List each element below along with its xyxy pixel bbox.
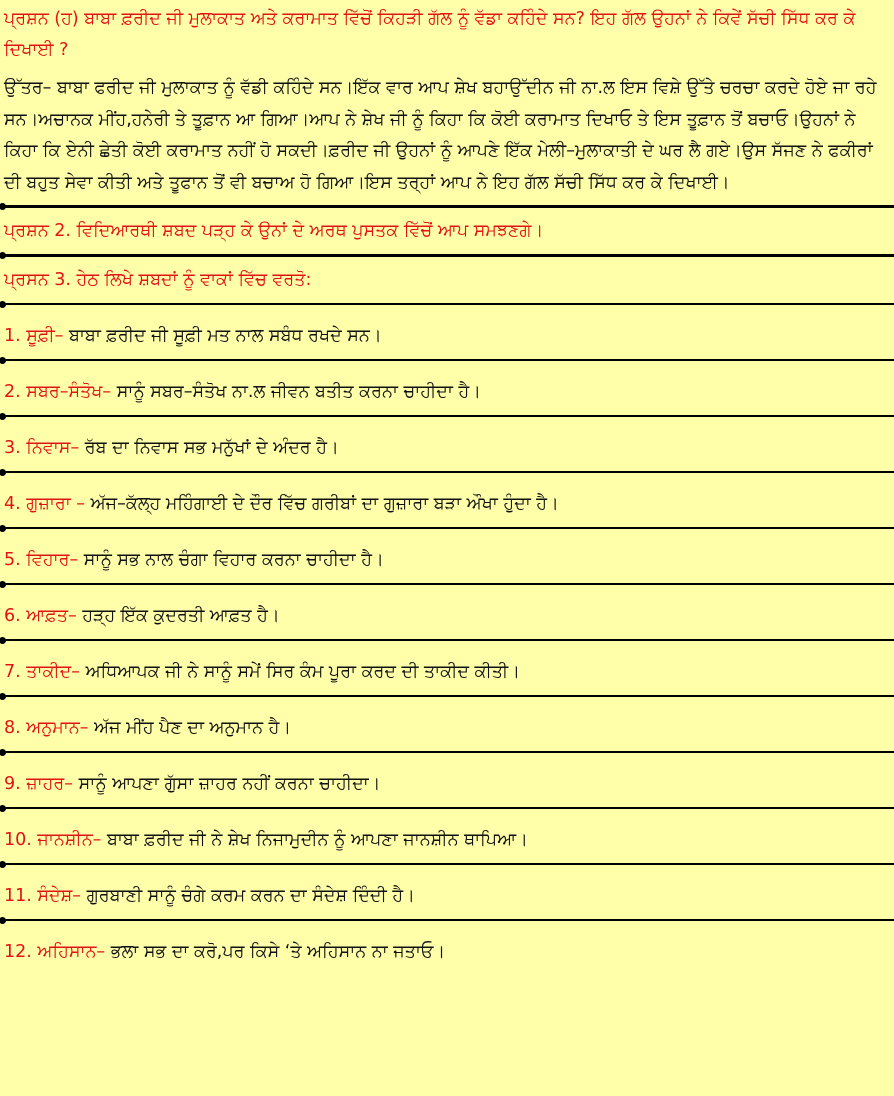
item-sentence: ਰੱਬ ਦਾ ਨਿਵਾਸ ਸਭ ਮਨੁੱਖਾਂ ਦੇ ਅੰਦਰ ਹੈ। [79, 438, 339, 459]
item-sentence: ਗੁਰਬਾਣੀ ਸਾਨੂੰ ਚੰਗੇ ਕਰਮ ਕਰਨ ਦਾ ਸੰਦੇਸ਼ ਦਿੰਦੀ ਹੈ। [81, 886, 415, 907]
item-term: ਅਨੁਮਾਨ– [26, 718, 89, 739]
item-number: 10. [4, 830, 38, 851]
item-number: 6. [4, 606, 27, 627]
list-item [0, 379, 894, 405]
item-divider [0, 639, 894, 641]
item-sentence: ਅੱਜ–ਕੱਲ੍ਹ ਮਹਿੰਗਾਈ ਦੇ ਦੌਰ ਵਿੱਚ ਗਰੀਬਾਂ ਦਾ ਗੁਜ਼ਾਰਾ ਬੜਾ ਔਖਾ ਹੁੰਦਾ ਹੈ। [85, 494, 559, 515]
question-h: ਪ੍ਰਸ਼ਨ (ਹ) ਬਾਬਾ ਫ਼ਰੀਦ ਜੀ ਮੁਲਾਕਾਤ ਅਤੇ ਕਰਾਮਾਤ ਵਿੱਚੋਂ ਕਿਹੜੀ ਗੱਲ ਨੂੰ ਵੱਡਾ ਕਹਿੰਦੇ ਸਨ? ਇਹ ਗੱਲ ਉਹਨਾਂ ਨੇ ਕਿਵੇਂ ਸੱਚੀ ਸਿੱਧ ਕਰ ਕੇ ਦਿਖਾਈ ? [4, 9, 856, 60]
item-number: 4. [4, 494, 27, 515]
item-number: 5. [4, 550, 27, 571]
answer-text: ਬਾਬਾ ਫਰੀਦ ਜੀ ਮੁਲਾਕਾਤ ਨੂੰ ਵੱਡੀ ਕਹਿੰਦੇ ਸਨ।ਇੱਕ ਵਾਰ ਆਪ ਸ਼ੇਖ ਬਹਾਉੱਦੀਨ ਜੀ ਨਾ.ਲ ਇਸ ਵਿਸ਼ੇ ਉੱਤੇ ਚਰਚਾ ਕਰਦੇ ਹੋਏ ਜਾ ਰਹੇ ਸਨ।ਅਚਾਨਕ ਮੀਂਹ,ਹਨੇਰੀ ਤੇ ਤੂਫ਼ਾਨ ਆ ਗਿਆ।ਆਪ ਨੇ ਸ਼ੇਖ ਜੀ ਨੂੰ ਕਿਹਾ ਕਿ ਕੋਈ ਕਰਾਮਾਤ ਦਿਖਾਓ ਤੇ ਇਸ ਤੂਫ਼ਾਨ ਤੋਂ ਬਚਾਓ।ਉਹਨਾਂ ਨੇ ਕਿਹਾ ਕਿ ਏਨੀ ਛੇਤੀ ਕੋਈ ਕਰਾਮਾਤ ਨਹੀਂ ਹੋ ਸਕਦੀ।ਫ਼ਰੀਦ ਜੀ ਉਹਨਾਂ ਨੂੰ ਆਪਣੇ ਇੱਕ ਮੇਲੀ–ਮੁਲਾਕਾਤੀ ਦੇ ਘਰ ਲੈ ਗਏ।ਉਸ ਸੱਜਣ ਨੇ ਫਕੀਰਾਂ ਦੀ ਬਹੁਤ ਸੇਵਾ ਕੀਤੀ ਅਤੇ ਤੂਫਾਨ ਤੋਂ ਵੀ ਬਚਾਅ ਹੋ ਗਿਆ।ਇਸ ਤਰ੍ਹਾਂ ਆਪ ਨੇ ਇਹ ਗੱਲ ਸੱਚੀ ਸਿੱਧ ਕਰ ਕੇ ਦਿਖਾਈ। [4, 78, 877, 193]
list-item [0, 883, 894, 909]
item-sentence: ਸਾਨੂੰ ਸਬਰ–ਸੰਤੋਖ ਨਾ.ਲ ਜੀਵਨ ਬਤੀਤ ਕਰਨਾ ਚਾਹੀਦਾ ਹੈ। [111, 382, 481, 403]
item-term: ਵਿਹਾਰ– [26, 550, 79, 571]
item-number: 7. [4, 662, 27, 683]
item-term: ਅਹਿਸਾਨ– [37, 942, 106, 963]
list-item [0, 435, 894, 461]
list-item [0, 939, 894, 965]
item-number: 2. [4, 382, 27, 403]
item-term: ਸਬਰ–ਸੰਤੋਖ– [26, 382, 112, 403]
section-divider [0, 254, 894, 257]
item-term: ਆਫ਼ਤ– [26, 606, 77, 627]
section-divider [0, 205, 894, 208]
item-number: 12. [4, 942, 38, 963]
item-number: 9. [4, 774, 27, 795]
item-divider [0, 695, 894, 697]
item-divider [0, 807, 894, 809]
list-item [0, 491, 894, 517]
item-sentence: ਅਧਿਆਪਕ ਜੀ ਨੇ ਸਾਨੂੰ ਸਮੇਂ ਸਿਰ ਕੰਮ ਪੂਰਾ ਕਰਦ ਦੀ ਤਾਕੀਦ ਕੀਤੀ। [80, 662, 520, 683]
list-item [0, 659, 894, 685]
item-sentence: ਬਾਬਾ ਫ਼ਰੀਦ ਜੀ ਨੇ ਸ਼ੇਖ ਨਿਜਾਮੁਦੀਨ ਨੂੰ ਆਪਣਾ ਜਾਨਸ਼ੀਨ ਥਾਪਿਆ। [101, 830, 528, 851]
word-usage-list [0, 303, 894, 965]
item-divider [0, 863, 894, 865]
item-divider [0, 919, 894, 921]
item-term: ਗੁਜ਼ਾਰਾ – [26, 494, 86, 515]
item-term: ਸੰਦੇਸ਼– [37, 886, 82, 907]
question-2: ਪ੍ਰਸ਼ਨ 2. ਵਿਦਿਆਰਥੀ ਸ਼ਬਦ ਪੜ੍ਹ ਕੇ ਉਨਾਂ ਦੇ ਅਰਥ ਪੁਸਤਕ ਵਿੱਚੋਂ ਆਪ ਸਮਝਣਗੇ। [4, 221, 544, 242]
item-sentence: ਭਲਾ ਸਭ ਦਾ ਕਰੋ,ਪਰ ਕਿਸੇ ‘ਤੇ ਅਹਿਸਾਨ ਨਾ ਜਤਾਓ। [105, 942, 446, 963]
item-divider [0, 471, 894, 473]
item-divider [0, 751, 894, 753]
item-term: ਨਿਵਾਸ– [26, 438, 80, 459]
item-term: ਜਾਨਸ਼ੀਨ– [37, 830, 102, 851]
item-term: ਸੂਫ਼ੀ– [26, 326, 64, 347]
item-sentence: ਅੱਜ ਮੀਂਹ ਪੈਣ ਦਾ ਅਨੁਮਾਨ ਹੈ। [88, 718, 292, 739]
item-sentence: ਸਾਨੂੰ ਸਭ ਨਾਲ ਚੰਗਾ ਵਿਹਾਰ ਕਰਨਾ ਚਾਹੀਦਾ ਹੈ। [78, 550, 384, 571]
item-sentence: ਬਾਬਾ ਫ਼ਰੀਦ ਜੀ ਸੂਫ਼ੀ ਮਤ ਨਾਲ ਸਬੰਧ ਰਖਦੇ ਸਨ। [63, 326, 382, 347]
item-divider [0, 583, 894, 585]
list-item [0, 603, 894, 629]
question-3: ਪ੍ਰਸਨ 3. ਹੇਠ ਲਿਖੇ ਸ਼ਬਦਾਂ ਨੂੰ ਵਾਕਾਂ ਵਿੱਚ ਵਰਤੋ: [4, 270, 312, 291]
item-divider [0, 527, 894, 529]
answer-label: ਉੱਤਰ– [4, 78, 52, 98]
item-number: 1. [4, 326, 27, 347]
item-term: ਤਾਕੀਦ– [26, 662, 81, 683]
item-divider [0, 303, 894, 305]
item-number: 8. [4, 718, 27, 739]
item-divider [0, 415, 894, 417]
list-item [0, 771, 894, 797]
item-term: ਜ਼ਾਹਰ– [26, 774, 74, 795]
item-number: 11. [4, 886, 38, 907]
item-number: 3. [4, 438, 27, 459]
list-item [0, 827, 894, 853]
item-sentence: ਸਾਨੂੰ ਆਪਣਾ ਗੁੱਸਾ ਜ਼ਾਹਰ ਨਹੀਂ ਕਰਨਾ ਚਾਹੀਦਾ। [73, 774, 381, 795]
list-item [0, 547, 894, 573]
item-divider [0, 359, 894, 361]
list-item [0, 323, 894, 349]
item-sentence: ਹੜ੍ਹ ਇੱਕ ਕੁਦਰਤੀ ਆਫ਼ਤ ਹੈ। [76, 606, 280, 627]
list-item [0, 715, 894, 741]
answer-paragraph [0, 66, 894, 199]
